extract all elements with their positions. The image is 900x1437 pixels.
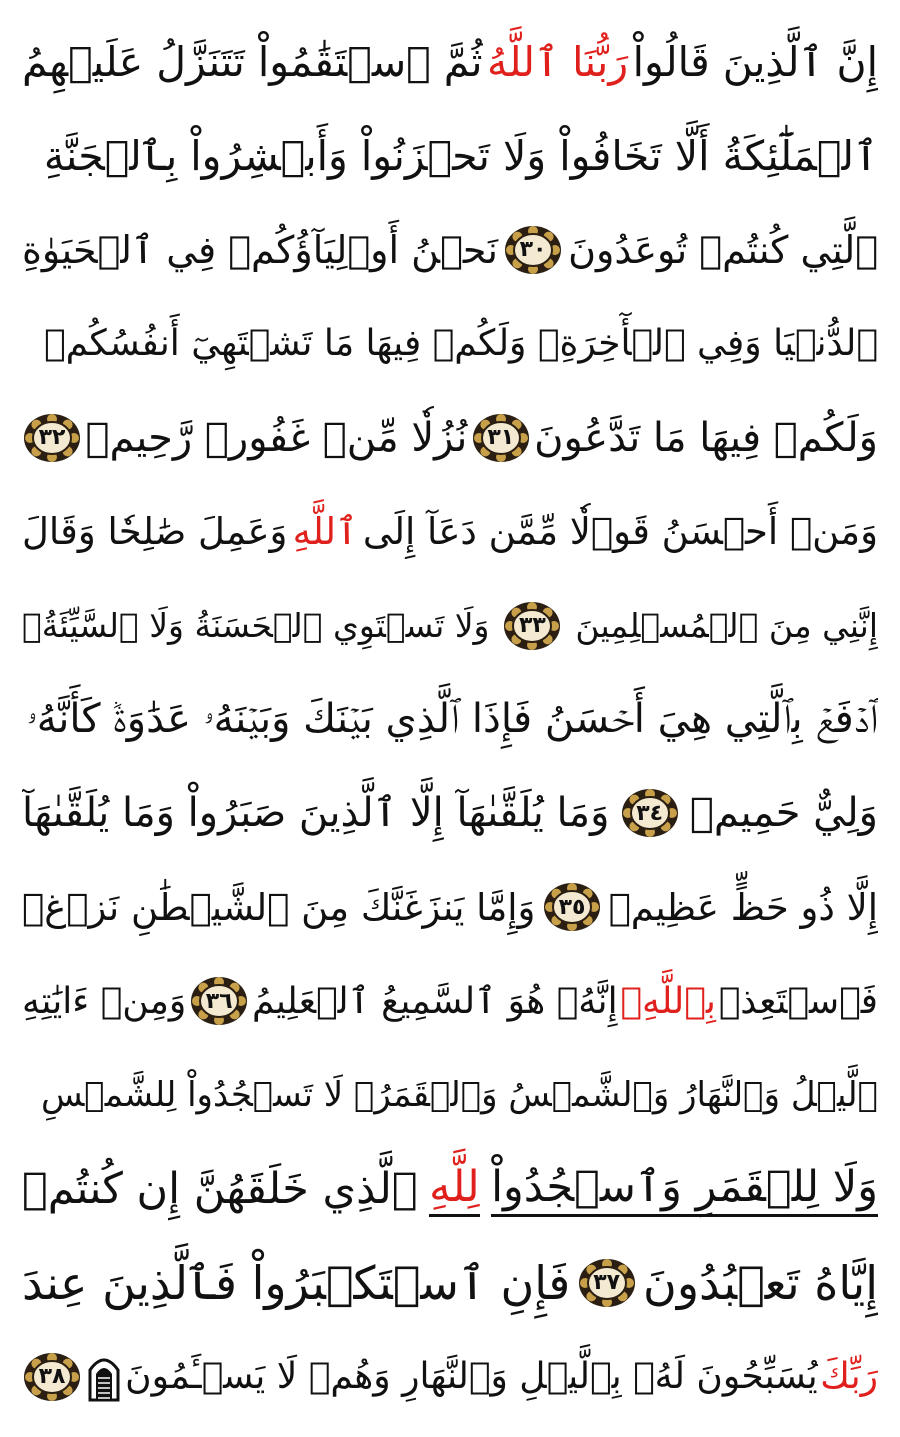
verse-text: وَلَا لِلۡقَمَرِ وَٱسۡجُدُواْ [491, 1162, 878, 1217]
verse-text: إِنَّ ٱلَّذِينَ قَالُواْ [632, 38, 878, 86]
ayah-number-marker [502, 600, 562, 652]
ayah-number: ٣٥ [558, 894, 586, 920]
verse-line [22, 114, 878, 198]
verse-text: إِنَّنِي مِنَ ٱلۡمُسۡلِمِينَ [575, 606, 878, 646]
verse-text: وَإِمَّا يَنزَغَنَّكَ مِنَ ٱلشَّيۡطَٰنِ نَزۡغٞ [22, 885, 536, 929]
verse-line [22, 1053, 878, 1137]
verse-text: إِيَّاهُ تَعۡبُدُونَ [643, 1255, 878, 1310]
verse-text: ثُمَّ ٱسۡتَقَٰمُواْ تَتَنَزَّلُ عَلَيۡهِمُ [22, 38, 483, 86]
verse-text: ٱدۡفَعۡ بِٱلَّتِي هِيَ أَحۡسَنُ فَإِذَا ٱلَّذِي بَيۡنَكَ وَبَيۡنَهُۥ عَدَٰوَةٞ كَأَنَّهُۥ [26, 696, 878, 743]
ayah-number-marker [189, 975, 249, 1027]
ayah-number-marker [22, 412, 82, 464]
verse-line [22, 677, 878, 761]
verse-text: وَلَكُمۡ فِيهَا مَا تَدَّعُونَ [534, 414, 878, 461]
verse-text: ٱلَّذِي خَلَقَهُنَّ إِن كُنتُمۡ [22, 1164, 418, 1215]
verse-text: وَلَا تَسۡتَوِي ٱلۡحَسَنَةُ وَلَا ٱلسَّيِّئَةُۚ [22, 606, 490, 646]
ayah-number: ٣٦ [205, 988, 233, 1014]
verse-text: وَلِيٌّ حَمِيمٞ [689, 790, 878, 837]
divine-name-text: لِلَّهِ [429, 1162, 479, 1217]
verse-line [22, 865, 878, 949]
ayah-number-marker [503, 224, 563, 276]
verse-text: ٱلَّتِي كُنتُمۡ تُوعَدُونَ [568, 227, 878, 272]
verse-text: يُسَبِّحُونَ لَهُۥ بِٱلَّيۡلِ وَٱلنَّهَارِ وَهُمۡ لَا يَسۡـَٔمُونَ [125, 1356, 818, 1398]
divine-name-text: بِٱللَّهِۖ [620, 980, 716, 1022]
verse-line [22, 490, 878, 574]
verse-line [22, 584, 878, 668]
verse-line [22, 959, 878, 1043]
ayah-number: ٣٨ [38, 1364, 66, 1390]
verse-text: فَإِنِ ٱسۡتَكۡبَرُواْ فَٱلَّذِينَ عِندَ [22, 1255, 571, 1310]
ayah-number-marker [22, 1351, 82, 1403]
verse-text: وَمَنۡ أَحۡسَنُ قَوۡلٗا مِّمَّن دَعَآ إِلَى [362, 510, 878, 554]
verse-line [22, 302, 878, 386]
divine-name-text: رَبِّكَ [820, 1356, 878, 1398]
ayah-number-marker [620, 787, 680, 839]
verse-line [22, 208, 878, 292]
divine-name-text: رَبُّنَا ٱللَّهُ [486, 38, 629, 86]
verse-text: فَٱسۡتَعِذۡ [718, 980, 878, 1022]
verse-text: ٱلدُّنۡيَا وَفِي ٱلۡأٓخِرَةِۖ وَلَكُمۡ فِيهَا مَا تَشۡتَهِيٓ أَنفُسُكُمۡ [43, 323, 878, 365]
ayah-number: ٣٤ [636, 800, 664, 826]
verse-line [22, 1147, 878, 1231]
ayah-number-marker [577, 1257, 637, 1309]
verse-text: وَمَا يُلَقَّىٰهَآ إِلَّا ٱلَّذِينَ صَبَرُواْ وَمَا يُلَقَّىٰهَآ [22, 790, 610, 837]
verse-text: وَمِنۡ ءَايَٰتِهِ [22, 980, 187, 1022]
ayah-number: ٣٣ [519, 613, 546, 639]
verse-line [22, 20, 878, 104]
ayah-number-marker [471, 412, 531, 464]
verse-text: وَعَمِلَ صَٰلِحٗا وَقَالَ [22, 510, 288, 554]
sajda-mihrab-icon [85, 1351, 123, 1403]
verse-line [22, 771, 878, 855]
divine-name-text: ٱللَّهِ [292, 510, 358, 554]
verse-text: ٱلَّيۡلُ وَٱلنَّهَارُ وَٱلشَّمۡسُ وَٱلۡقَمَرُۚ لَا تَسۡجُدُواْ لِلشَّمۡسِ [40, 1075, 878, 1116]
verse-text: نُزُلٗا مِّنۡ غَفُورٖ رَّحِيمٖ [85, 414, 468, 461]
ayah-number: ٣١ [487, 425, 515, 451]
verse-text: نَحۡنُ أَوۡلِيَآؤُكُمۡ فِي ٱلۡحَيَوٰةِ [22, 227, 498, 272]
verse-line [22, 396, 878, 480]
verse-text: إِنَّهُۥ هُوَ ٱلسَّمِيعُ ٱلۡعَلِيمُ [251, 980, 618, 1022]
verse-line [22, 1335, 878, 1419]
verse-line [22, 1241, 878, 1325]
ayah-number: ٣٠ [519, 237, 547, 263]
ayah-number-marker [542, 881, 602, 933]
verse-text: إِلَّا ذُو حَظٍّ عَظِيمٖ [608, 885, 878, 929]
ayah-number: ٣٢ [38, 425, 66, 451]
verse-text: ٱلۡمَلَٰٓئِكَةُ أَلَّا تَخَافُواْ وَلَا تَحۡزَنُواْ وَأَبۡشِرُواْ بِٱلۡجَنَّةِ [43, 131, 878, 180]
ayah-number: ٣٧ [593, 1270, 621, 1296]
